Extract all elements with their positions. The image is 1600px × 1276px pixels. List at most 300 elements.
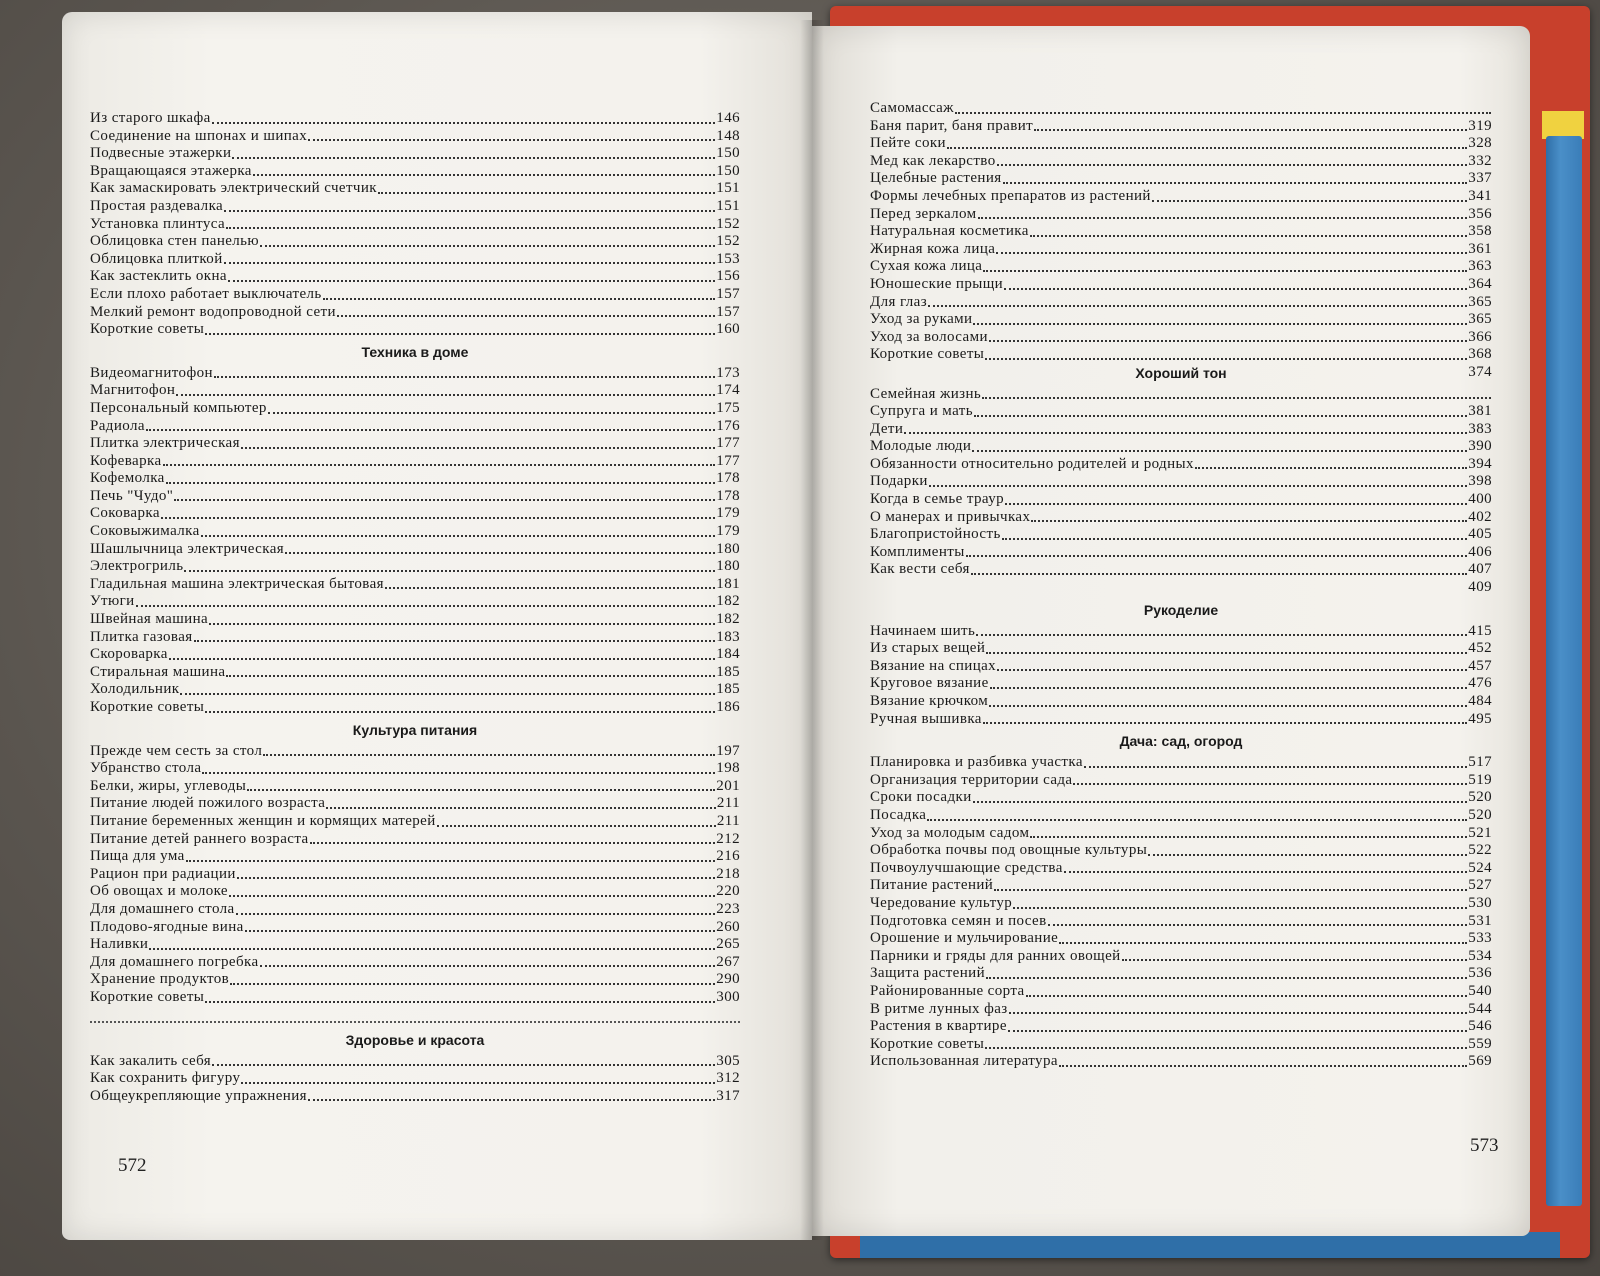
toc-entry-title: Мед как лекарство bbox=[870, 152, 996, 169]
toc-entry bbox=[870, 640, 1492, 658]
toc-entry-title: Благопристойность bbox=[870, 526, 1001, 543]
leader-dots bbox=[989, 693, 1467, 707]
toc-entry-title: Питание детей раннего возраста bbox=[90, 830, 309, 847]
toc-entry bbox=[870, 135, 1492, 153]
leader-dots bbox=[1034, 117, 1467, 131]
toc-entry bbox=[870, 675, 1492, 693]
right-entries-health bbox=[870, 100, 1492, 364]
toc-entry-title: Для глаз bbox=[870, 293, 928, 310]
leader-dots bbox=[236, 901, 716, 915]
toc-entry-title: Прежде чем сесть за стол bbox=[90, 742, 263, 759]
toc-entry-page: 175 bbox=[716, 399, 740, 416]
toc-entry-page: 374 bbox=[1468, 363, 1492, 380]
toc-entry-page: 198 bbox=[716, 760, 740, 777]
leader-dots bbox=[205, 321, 715, 335]
right-entries-garden bbox=[870, 754, 1492, 1071]
leader-dots bbox=[1005, 491, 1467, 505]
toc-entry bbox=[90, 593, 740, 611]
cover-stripe-yellow bbox=[1542, 111, 1584, 139]
leader-dots bbox=[1084, 754, 1467, 768]
toc-entry bbox=[90, 216, 740, 234]
toc-entry-page: 267 bbox=[716, 953, 740, 970]
toc-entry bbox=[90, 145, 740, 163]
leader-dots bbox=[1008, 1018, 1467, 1032]
toc-entry bbox=[870, 561, 1492, 579]
toc-entry-title: Как застеклить окна bbox=[90, 268, 227, 285]
toc-entry-title: Юношеские прыщи bbox=[870, 275, 1004, 292]
leader-dots bbox=[1064, 859, 1468, 873]
toc-entry-title: Простая раздевалка bbox=[90, 197, 224, 214]
toc-entry-title: Магнитофон bbox=[90, 382, 176, 399]
leader-dots bbox=[186, 848, 716, 862]
toc-entry-title: Пища для ума bbox=[90, 848, 185, 865]
leader-dots bbox=[228, 268, 715, 282]
toc-entry-title: О манерах и привычках bbox=[870, 508, 1031, 525]
toc-entry bbox=[90, 989, 740, 1007]
toc-entry bbox=[90, 505, 740, 523]
toc-entry bbox=[90, 523, 740, 541]
toc-entry bbox=[870, 877, 1492, 895]
toc-entry-page: 265 bbox=[716, 936, 740, 953]
toc-entry bbox=[90, 163, 740, 181]
toc-entry-title: Обязанности относительно родителей и родных bbox=[870, 455, 1194, 472]
leader-dots bbox=[982, 385, 1491, 399]
toc-entry-page: 405 bbox=[1468, 526, 1492, 543]
toc-entry bbox=[90, 1070, 740, 1088]
leader-dots bbox=[212, 1052, 715, 1066]
toc-entry-title: Подвесные этажерки bbox=[90, 145, 232, 162]
toc-entry-page: 148 bbox=[716, 127, 740, 144]
leader-dots bbox=[1009, 1000, 1468, 1014]
toc-entry-page: 383 bbox=[1468, 420, 1492, 437]
toc-entry bbox=[90, 435, 740, 453]
toc-entry-title: Использованная литература bbox=[870, 1053, 1058, 1070]
toc-entry-title: Подготовка семян и посев bbox=[870, 912, 1047, 929]
toc-entry-title: Жирная кожа лица bbox=[870, 240, 996, 257]
toc-entry-page: 300 bbox=[716, 988, 740, 1005]
leader-dots bbox=[260, 953, 716, 967]
toc-entry bbox=[90, 901, 740, 919]
toc-entry-title: Круговое вязание bbox=[870, 675, 989, 692]
leader-dots bbox=[161, 505, 715, 519]
leader-dots bbox=[326, 795, 716, 809]
toc-entry-page: 495 bbox=[1468, 710, 1492, 727]
toc-entry-page: 152 bbox=[716, 215, 740, 232]
leader-dots bbox=[1152, 188, 1467, 202]
toc-entry bbox=[870, 948, 1492, 966]
leader-dots bbox=[985, 346, 1467, 360]
toc-entry bbox=[870, 1036, 1492, 1054]
toc-entry-page: 182 bbox=[716, 593, 740, 610]
toc-entry-title: Мелкий ремонт водопроводной сети bbox=[90, 303, 336, 320]
toc-entry-title: Самомассаж bbox=[870, 100, 954, 116]
leader-dots bbox=[337, 303, 715, 317]
toc-entry-page: 150 bbox=[716, 162, 740, 179]
toc-entry bbox=[90, 611, 740, 629]
toc-entry bbox=[870, 1001, 1492, 1019]
toc-entry-page: 173 bbox=[716, 364, 740, 381]
toc-entry-title: Натуральная косметика bbox=[870, 223, 1029, 240]
leader-dots bbox=[986, 640, 1467, 654]
leader-dots bbox=[226, 663, 715, 677]
leader-dots bbox=[997, 152, 1468, 166]
toc-entry bbox=[870, 153, 1492, 171]
leader-dots bbox=[983, 258, 1467, 272]
toc-entry-title: Если плохо работает выключатель bbox=[90, 285, 322, 302]
toc-entry bbox=[870, 403, 1492, 421]
toc-entry-page: 363 bbox=[1468, 258, 1492, 275]
leader-dots bbox=[245, 918, 716, 932]
toc-entry bbox=[870, 842, 1492, 860]
toc-entry bbox=[870, 509, 1492, 527]
leader-dots bbox=[176, 382, 715, 396]
leader-dots bbox=[201, 523, 716, 537]
toc-entry bbox=[870, 491, 1492, 509]
toc-entry bbox=[90, 646, 740, 664]
toc-entry-page: 365 bbox=[1468, 311, 1492, 328]
toc-entry-title: Ручная вышивка bbox=[870, 710, 982, 727]
toc-entry-title: Питание людей пожилого возраста bbox=[90, 795, 326, 812]
toc-entry-page: 156 bbox=[716, 268, 740, 285]
toc-entry bbox=[90, 919, 740, 937]
toc-entry-page: 452 bbox=[1468, 640, 1492, 657]
toc-entry-page: 185 bbox=[716, 681, 740, 698]
toc-entry bbox=[870, 693, 1492, 711]
toc-entry-page: 260 bbox=[716, 918, 740, 935]
toc-entry-title: Об овощах и молоке bbox=[90, 883, 228, 900]
toc-entry-page: 364 bbox=[1468, 275, 1492, 292]
toc-entry-page: 152 bbox=[716, 233, 740, 250]
toc-entry-title: Почвоулучшающие средства bbox=[870, 859, 1063, 876]
toc-entry-page: 220 bbox=[716, 883, 740, 900]
toc-entry-page: 533 bbox=[1468, 930, 1492, 947]
toc-entry-page: 223 bbox=[716, 900, 740, 917]
toc-entry-title: Организация территории сада bbox=[870, 771, 1073, 788]
toc-entry-page: 211 bbox=[716, 795, 740, 812]
toc-entry bbox=[90, 251, 740, 269]
section-heading-health: Здоровье и красота bbox=[345, 1031, 485, 1048]
leader-dots bbox=[973, 789, 1468, 803]
toc-entry-title: Скороварка bbox=[90, 646, 168, 663]
toc-entry-title: Гладильная машина электрическая бытовая bbox=[90, 575, 384, 592]
left-entries-food bbox=[90, 743, 740, 1007]
toc-entry-page: 179 bbox=[716, 523, 740, 540]
section-heading-manners: Хороший тон bbox=[1135, 364, 1227, 381]
toc-entry-title: Белки, жиры, углеводы bbox=[90, 777, 247, 794]
leader-dots bbox=[1048, 912, 1468, 926]
toc-entry-title: Семейная жизнь bbox=[870, 385, 982, 402]
toc-entry bbox=[90, 365, 740, 383]
toc-entry-page: 569 bbox=[1468, 1053, 1492, 1070]
toc-entry bbox=[870, 438, 1492, 456]
leader-dots bbox=[1026, 983, 1468, 997]
toc-entry-title: Перед зеркалом bbox=[870, 205, 977, 222]
toc-entry-page: 177 bbox=[716, 452, 740, 469]
toc-entry bbox=[90, 418, 740, 436]
toc-entry-title: Комплименты bbox=[870, 543, 965, 560]
section-heading-garden: Дача: сад, огород bbox=[1119, 733, 1243, 750]
toc-entry-page: 531 bbox=[1468, 912, 1492, 929]
leader-dots bbox=[308, 1087, 715, 1101]
toc-entry-title: Дети bbox=[870, 420, 904, 437]
toc-entry bbox=[90, 813, 740, 831]
toc-entry bbox=[870, 386, 1492, 404]
toc-entry-title: Пейте соки bbox=[870, 135, 946, 152]
leader-dots bbox=[973, 311, 1467, 325]
toc-entry-title: Короткие советы bbox=[870, 346, 985, 363]
leader-dots bbox=[972, 438, 1467, 452]
toc-entry-title: Районированные сорта bbox=[870, 982, 1025, 999]
toc-entry bbox=[870, 579, 1492, 597]
toc-entry-page: 484 bbox=[1468, 693, 1492, 709]
toc-entry-title: Как сохранить фигуру bbox=[90, 1070, 241, 1087]
toc-entry-title: Персональный компьютер bbox=[90, 399, 267, 416]
leader-dots bbox=[166, 470, 716, 484]
leader-dots bbox=[253, 162, 715, 176]
right-entries-craft bbox=[870, 623, 1492, 729]
toc-entry-page: 356 bbox=[1468, 205, 1492, 222]
toc-entry bbox=[870, 294, 1492, 312]
toc-entry bbox=[90, 541, 740, 559]
leader-dots bbox=[202, 760, 715, 774]
leader-dots bbox=[1059, 930, 1467, 944]
toc-entry-page: 361 bbox=[1468, 240, 1492, 257]
toc-entry-title: Для домашнего погребка bbox=[90, 953, 259, 970]
toc-entry-page: 415 bbox=[1468, 622, 1492, 639]
leader-dots bbox=[1003, 170, 1468, 184]
toc-entry-page: 312 bbox=[716, 1070, 740, 1087]
leader-dots bbox=[241, 1070, 715, 1084]
toc-entry-page: 520 bbox=[1468, 789, 1492, 806]
toc-entry-title: Короткие советы bbox=[90, 699, 205, 715]
toc-entry bbox=[90, 760, 740, 778]
leader-dots bbox=[1013, 895, 1467, 909]
leader-dots bbox=[169, 646, 716, 660]
toc-entry-title: Наливки bbox=[90, 936, 149, 953]
leader-dots bbox=[966, 543, 1468, 557]
toc-entry-title: Подарки bbox=[870, 473, 928, 490]
leader-dots bbox=[378, 180, 715, 194]
toc-entry-title: Растения в квартире bbox=[870, 1018, 1007, 1035]
toc-entry bbox=[90, 180, 740, 198]
dotted-rule bbox=[90, 1007, 740, 1023]
toc-entry-page: 527 bbox=[1468, 877, 1492, 894]
toc-entry-page: 368 bbox=[1468, 346, 1492, 363]
leader-dots bbox=[996, 240, 1467, 254]
toc-entry bbox=[90, 470, 740, 488]
leader-dots bbox=[997, 657, 1467, 671]
toc-entry-title: Облицовка стен панелью bbox=[90, 233, 260, 250]
toc-entry bbox=[870, 241, 1492, 259]
toc-entry-title: Питание растений bbox=[870, 877, 994, 894]
toc-entry-title: Короткие советы bbox=[870, 1035, 985, 1052]
leader-dots bbox=[983, 710, 1467, 724]
toc-entry bbox=[90, 400, 740, 418]
toc-entry bbox=[870, 807, 1492, 825]
toc-entry bbox=[90, 664, 740, 682]
toc-entry-title: Утюги bbox=[90, 593, 135, 610]
toc-entry bbox=[90, 1088, 740, 1106]
toc-entry-title: Из старого шкафа bbox=[90, 110, 211, 126]
toc-entry bbox=[90, 488, 740, 506]
toc-entry-page: 181 bbox=[716, 575, 740, 592]
leader-dots bbox=[1059, 1053, 1467, 1067]
toc-entry bbox=[870, 772, 1492, 790]
left-entries-tech bbox=[90, 365, 740, 717]
leader-dots bbox=[986, 965, 1467, 979]
leader-dots bbox=[226, 215, 715, 229]
toc-entry-page: 390 bbox=[1468, 438, 1492, 455]
leader-dots bbox=[1148, 842, 1467, 856]
toc-entry-title: Когда в семье траур bbox=[870, 491, 1005, 508]
toc-entry-title: Уход за волосами bbox=[870, 328, 988, 345]
toc-entry-title: Рацион при радиации bbox=[90, 865, 236, 882]
toc-entry-title: Печь "Чудо" bbox=[90, 487, 174, 504]
toc-entry bbox=[90, 971, 740, 989]
toc-entry bbox=[870, 329, 1492, 347]
leader-dots bbox=[989, 328, 1467, 342]
leader-dots bbox=[136, 593, 716, 607]
toc-entry-title: Парники и гряды для ранних овощей bbox=[870, 947, 1121, 964]
leader-dots bbox=[308, 127, 715, 141]
toc-entry bbox=[870, 456, 1492, 474]
toc-entry bbox=[870, 544, 1492, 562]
toc-entry-page: 394 bbox=[1468, 455, 1492, 472]
leader-dots bbox=[224, 198, 715, 212]
toc-entry-page: 381 bbox=[1468, 403, 1492, 420]
toc-entry bbox=[870, 1053, 1492, 1071]
toc-entry bbox=[870, 1018, 1492, 1036]
leader-dots bbox=[285, 540, 715, 554]
toc-entry-page: 341 bbox=[1468, 187, 1492, 204]
toc-entry-title: Швейная машина bbox=[90, 611, 209, 628]
toc-entry bbox=[870, 895, 1492, 913]
toc-entry-page: 530 bbox=[1468, 894, 1492, 911]
toc-entry-title: Чередование культур bbox=[870, 894, 1013, 911]
toc-entry-title: Защита растений bbox=[870, 965, 986, 982]
leader-dots bbox=[209, 611, 715, 625]
toc-entry bbox=[870, 223, 1492, 241]
toc-entry-page: 305 bbox=[716, 1052, 740, 1069]
toc-entry-page: 290 bbox=[716, 971, 740, 988]
toc-entry-page: 216 bbox=[716, 848, 740, 865]
leader-dots bbox=[1002, 526, 1468, 540]
toc-entry-page: 182 bbox=[716, 611, 740, 628]
toc-entry-title: Стиральная машина bbox=[90, 663, 226, 680]
leader-dots bbox=[237, 865, 716, 879]
toc-entry-page: 365 bbox=[1468, 293, 1492, 310]
toc-entry bbox=[90, 954, 740, 972]
toc-entry-title: Как закалить себя bbox=[90, 1052, 212, 1069]
toc-entry bbox=[90, 866, 740, 884]
toc-entry-page: 457 bbox=[1468, 657, 1492, 674]
toc-entry bbox=[870, 276, 1492, 294]
toc-entry-title: Видеомагнитофон bbox=[90, 364, 213, 381]
toc-entry-page: 157 bbox=[716, 285, 740, 302]
toc-entry-page: 211 bbox=[716, 812, 740, 829]
cover-stripe-blue bbox=[1546, 136, 1582, 1206]
leader-dots bbox=[955, 100, 1491, 114]
toc-entry-title: Электрогриль bbox=[90, 558, 184, 575]
toc-entry bbox=[870, 118, 1492, 136]
toc-entry-page: 536 bbox=[1468, 965, 1492, 982]
page-number-right: 573 bbox=[1470, 1135, 1499, 1156]
toc-entry-page: 151 bbox=[716, 180, 740, 197]
leader-dots bbox=[180, 681, 715, 695]
toc-entry-page: 517 bbox=[1468, 754, 1492, 771]
toc-entry bbox=[870, 965, 1492, 983]
toc-entry bbox=[90, 382, 740, 400]
toc-entry-page: 400 bbox=[1468, 491, 1492, 508]
toc-entry-page: 544 bbox=[1468, 1000, 1492, 1017]
leader-dots bbox=[994, 877, 1467, 891]
toc-entry bbox=[90, 883, 740, 901]
leader-dots bbox=[385, 575, 715, 589]
toc-entry bbox=[90, 128, 740, 146]
toc-entry-title: Уход за молодым садом bbox=[870, 824, 1030, 841]
leader-dots bbox=[241, 435, 715, 449]
left-entries-top bbox=[90, 110, 740, 339]
leader-dots bbox=[971, 561, 1468, 575]
toc-entry-page: 151 bbox=[716, 197, 740, 214]
toc-entry-title: Вращающаяся этажерка bbox=[90, 162, 252, 179]
toc-entry-title: Соковыжималка bbox=[90, 523, 200, 540]
toc-entry-title: Вязание крючком bbox=[870, 693, 989, 709]
toc-entry bbox=[90, 848, 740, 866]
leader-dots bbox=[985, 1035, 1467, 1049]
toc-entry-page: 328 bbox=[1468, 135, 1492, 152]
leader-dots bbox=[232, 145, 715, 159]
toc-entry-page: 476 bbox=[1468, 675, 1492, 692]
toc-entry bbox=[90, 936, 740, 954]
toc-entry-title: Посадка bbox=[870, 806, 927, 823]
leader-dots bbox=[1195, 455, 1467, 469]
left-toc bbox=[90, 110, 740, 1105]
toc-entry-title: Уход за руками bbox=[870, 311, 973, 328]
leader-dots bbox=[1073, 771, 1467, 785]
toc-entry bbox=[90, 110, 740, 128]
toc-entry bbox=[870, 170, 1492, 188]
toc-entry-page: 337 bbox=[1468, 170, 1492, 187]
toc-entry-title: Из старых вещей bbox=[870, 640, 986, 657]
toc-entry bbox=[870, 754, 1492, 772]
toc-entry-title: Формы лечебных препаратов из растений bbox=[870, 187, 1151, 204]
leader-dots bbox=[1122, 947, 1468, 961]
toc-entry-title: Плитка газовая bbox=[90, 628, 193, 645]
toc-entry-title: Супруга и мать bbox=[870, 403, 973, 420]
leader-dots bbox=[1030, 824, 1467, 838]
toc-entry-title: Соковарка bbox=[90, 505, 160, 522]
toc-entry bbox=[90, 198, 740, 216]
toc-entry-page: 184 bbox=[716, 646, 740, 663]
toc-entry bbox=[90, 233, 740, 251]
leader-dots bbox=[1031, 508, 1467, 522]
toc-entry-page: 201 bbox=[716, 777, 740, 794]
toc-entry-page: 177 bbox=[716, 435, 740, 452]
toc-entry-title: Питание беременных женщин и кормящих матерей bbox=[90, 812, 436, 829]
toc-entry-title: Плодово-ягодные вина bbox=[90, 918, 244, 935]
toc-entry bbox=[90, 681, 740, 699]
leader-dots bbox=[247, 777, 715, 791]
toc-entry bbox=[870, 421, 1492, 439]
left-entries-health bbox=[90, 1053, 740, 1106]
toc-entry bbox=[870, 206, 1492, 224]
leader-dots bbox=[149, 936, 715, 950]
toc-entry-page: 183 bbox=[716, 628, 740, 645]
toc-entry-title: Шашлычница электрическая bbox=[90, 540, 285, 557]
leader-dots bbox=[184, 558, 715, 572]
leader-dots bbox=[194, 628, 716, 642]
